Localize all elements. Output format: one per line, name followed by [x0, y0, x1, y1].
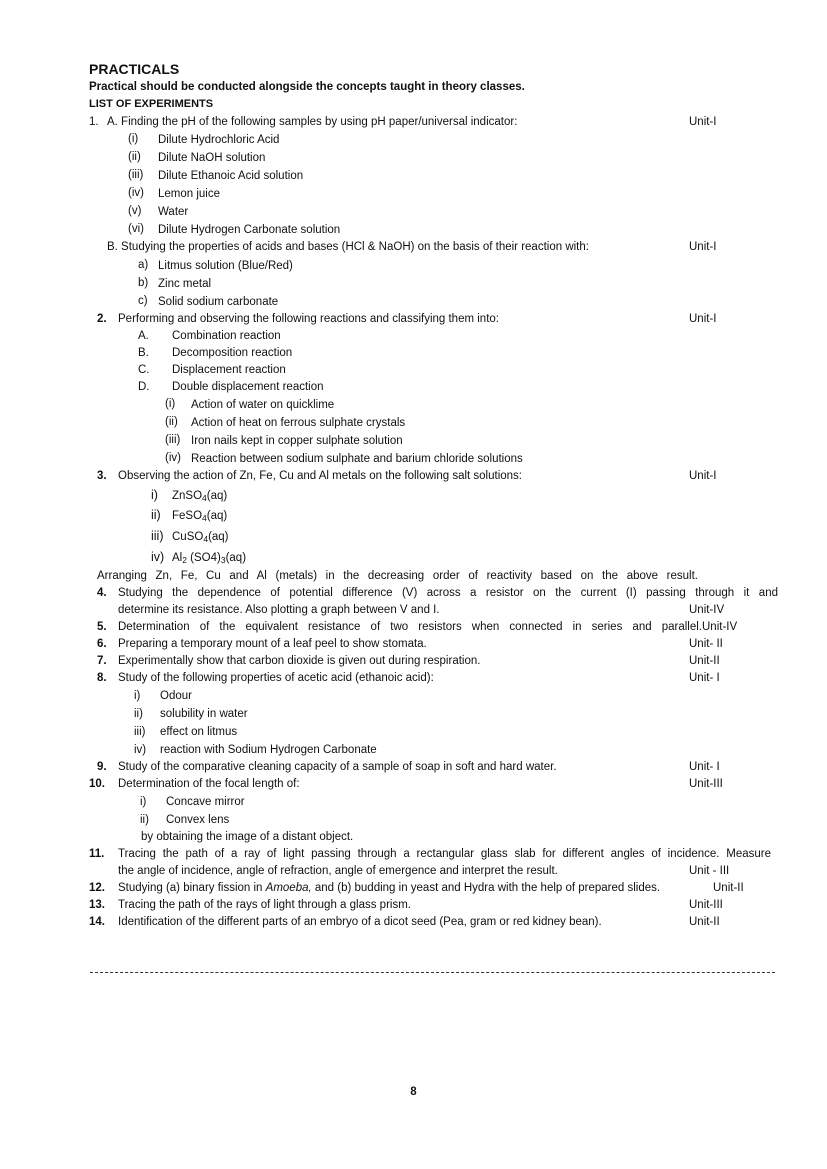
list-item: Action of heat on ferrous sulphate crystals	[191, 417, 406, 429]
list-item: Lemon juice	[158, 188, 221, 200]
exp5-text: Determination of the equivalent resistance of two resistors when connected in series and parallel.	[118, 621, 702, 633]
list-marker: ii)	[140, 814, 149, 826]
exp12-text: Studying (a) binary fission in Amoeba, and (b) budding in yeast and Hydra with the help of prepared slides.	[118, 882, 661, 894]
exp14-text: Identification of the different parts of an embryo of a dicot seed (Pea, gram or red kidney bean).	[118, 916, 602, 928]
list-marker: i)	[134, 690, 141, 702]
salt-formula: CuSO$_4$(aq)	[172, 531, 229, 544]
exp8-text: Study of the following properties of acetic acid (ethanoic acid):	[118, 672, 434, 684]
list-item: reaction with Sodium Hydrogen Carbonate	[160, 744, 377, 756]
list-marker: ii)	[151, 508, 161, 522]
exp14-unit: Unit-II	[689, 916, 720, 928]
list-marker: i)	[140, 796, 147, 808]
exp1-number: 1.	[89, 116, 99, 128]
exp1-b-unit: Unit-I	[689, 241, 717, 253]
exp3-arranging-text: Arranging Zn, Fe, Cu and Al (metals) in the decreasing order of reactivity based on the above result.	[97, 570, 698, 582]
exp1-b-text: B. Studying the properties of acids and bases (HCl & NaOH) on the basis of their reaction with:	[107, 241, 589, 253]
list-item: Water	[158, 206, 189, 218]
list-item: Action of water on quicklime	[191, 399, 335, 411]
exp13-number: 13.	[89, 899, 105, 911]
exp9-text: Study of the comparative cleaning capacity of a sample of soap in soft and hard water.	[118, 761, 557, 773]
salt-formula: $Al_2$ $(SO4)_3(aq)$	[172, 552, 247, 565]
exp12-number: 12.	[89, 882, 105, 894]
list-marker: iii)	[151, 529, 164, 543]
exp13-unit: Unit-III	[689, 899, 723, 911]
list-marker: (ii)	[128, 151, 141, 163]
list-item: Odour	[160, 690, 192, 702]
list-marker: a)	[138, 259, 149, 271]
list-item: Concave mirror	[166, 796, 245, 808]
list-marker: i)	[151, 488, 158, 502]
list-marker: (ii)	[165, 416, 178, 428]
list-item: Decomposition reaction	[172, 347, 293, 359]
list-marker: (iv)	[128, 187, 144, 199]
intro-text: Practical should be conducted alongside the concepts taught in theory classes.	[89, 81, 525, 93]
list-item: Zinc metal	[158, 278, 212, 290]
list-item: solubility in water	[160, 708, 248, 720]
exp10-number: 10.	[89, 778, 105, 790]
list-marker: b)	[138, 277, 149, 289]
list-item: Combination reaction	[172, 330, 281, 342]
exp10-unit: Unit-III	[689, 778, 723, 790]
exp4-number: 4.	[97, 587, 107, 599]
exp10-tail-text: by obtaining the image of a distant object.	[141, 831, 354, 843]
exp1-a-unit: Unit-I	[689, 116, 717, 128]
exp6-number: 6.	[97, 638, 107, 650]
list-marker: B.	[138, 347, 149, 359]
exp7-number: 7.	[97, 655, 107, 667]
list-marker: (vi)	[128, 223, 144, 235]
list-marker: iv)	[134, 744, 147, 756]
exp13-text: Tracing the path of the rays of light through a glass prism.	[118, 899, 411, 911]
list-marker: c)	[138, 295, 148, 307]
exp14-number: 14.	[89, 916, 105, 928]
list-item: Litmus solution (Blue/Red)	[158, 260, 293, 272]
list-title: LIST OF EXPERIMENTS	[89, 98, 214, 110]
list-item: Dilute Hydrogen Carbonate solution	[158, 224, 341, 236]
list-marker: (iii)	[128, 169, 144, 181]
list-marker: iv)	[151, 550, 165, 564]
list-item: Displacement reaction	[172, 364, 286, 376]
list-marker: (i)	[165, 398, 176, 410]
list-item: Reaction between sodium sulphate and barium chloride solutions	[191, 453, 523, 465]
list-item: Double displacement reaction	[172, 381, 324, 393]
exp9-number: 9.	[97, 761, 107, 773]
exp2-text: Performing and observing the following reactions and classifying them into:	[118, 313, 499, 325]
exp12-unit: Unit-II	[713, 882, 744, 894]
list-item: Iron nails kept in copper sulphate solution	[191, 435, 403, 447]
exp9-unit: Unit- I	[689, 761, 720, 773]
exp8-unit: Unit- I	[689, 672, 720, 684]
exp4-text-line1: Studying the dependence of potential difference (V) across a resistor on the current (I) passing through it and	[118, 587, 778, 599]
list-marker: D.	[138, 381, 150, 393]
list-item: Dilute NaOH solution	[158, 152, 266, 164]
exp7-text: Experimentally show that carbon dioxide is given out during respiration.	[118, 655, 481, 667]
exp4-unit: Unit-IV	[689, 604, 725, 616]
exp2-unit: Unit-I	[689, 313, 717, 325]
exp11-unit: Unit - III	[689, 865, 730, 877]
exp11-text-line1: Tracing the path of a ray of light passing through a rectangular glass slab for different angles of incidence. Measure	[118, 848, 771, 860]
list-item: effect on litmus	[160, 726, 238, 738]
exp2-number: 2.	[97, 313, 107, 325]
exp6-unit: Unit- II	[689, 638, 723, 650]
exp8-number: 8.	[97, 672, 107, 684]
list-item: Dilute Ethanoic Acid solution	[158, 170, 304, 182]
exp3-number: 3.	[97, 470, 107, 482]
list-item: Convex lens	[166, 814, 230, 826]
exp5-unit: Unit-IV	[702, 621, 738, 633]
list-marker: A.	[138, 330, 149, 342]
list-marker: (i)	[128, 133, 139, 145]
list-marker: C.	[138, 364, 150, 376]
exp3-text: Observing the action of Zn, Fe, Cu and Al metals on the following salt solutions:	[118, 470, 522, 482]
separator-line	[90, 972, 775, 973]
exp4-text-line2: determine its resistance. Also plotting a graph between V and I.	[118, 604, 440, 616]
list-item: Solid sodium carbonate	[158, 296, 279, 308]
exp3-unit: Unit-I	[689, 470, 717, 482]
exp7-unit: Unit-II	[689, 655, 720, 667]
exp5-number: 5.	[97, 621, 107, 633]
exp11-text-line2: the angle of incidence, angle of refraction, angle of emergence and interpret the result.	[118, 865, 558, 877]
list-marker: (v)	[128, 205, 142, 217]
exp1-a-text: A. Finding the pH of the following samples by using pH paper/universal indicator:	[107, 116, 518, 128]
page-number: 8	[410, 1086, 417, 1098]
list-item: Dilute Hydrochloric Acid	[158, 134, 280, 146]
exp10-text: Determination of the focal length of:	[118, 778, 300, 790]
list-marker: (iii)	[165, 434, 181, 446]
list-marker: ii)	[134, 708, 143, 720]
list-marker: (iv)	[165, 452, 181, 464]
exp11-number: 11.	[89, 848, 105, 860]
salt-formula: FeSO$_4$(aq)	[172, 510, 228, 523]
exp6-text: Preparing a temporary mount of a leaf peel to show stomata.	[118, 638, 427, 650]
list-marker: iii)	[134, 726, 146, 738]
page-title: PRACTICALS	[89, 61, 180, 77]
salt-formula: ZnSO$_4$(aq)	[172, 490, 228, 503]
